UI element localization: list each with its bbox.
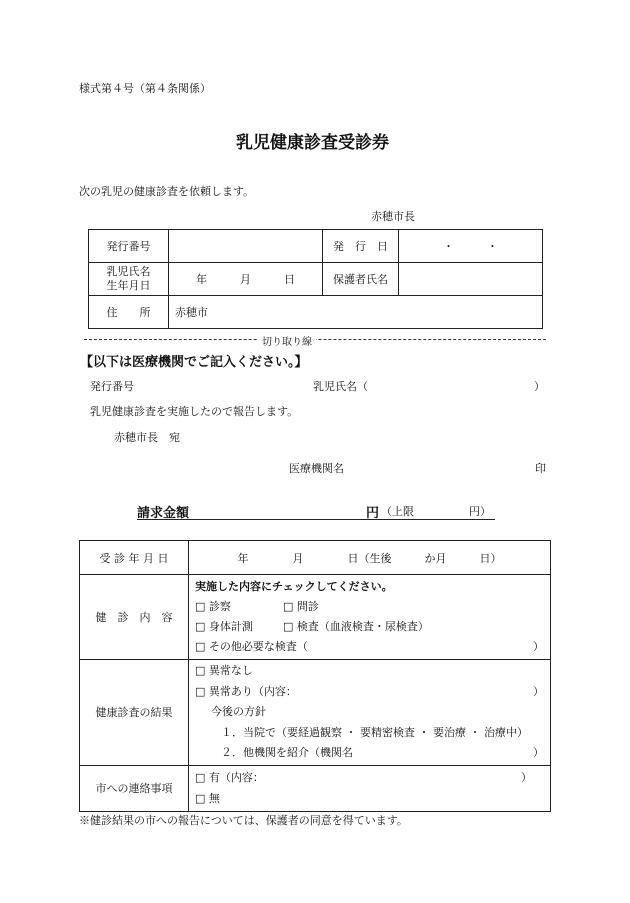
s2-issue-number-label: 発行番号: [90, 380, 134, 393]
medical-instruction: 【以下は医療機関でご記入ください。】: [80, 355, 308, 370]
check-other-test[interactable]: □ その他必要な検査（: [195, 640, 308, 653]
s2-infant-name-label: 乳児氏名（: [313, 380, 368, 393]
s2-infant-name-close: ）: [534, 380, 545, 393]
check-contact-yes[interactable]: □ 有（内容：: [195, 771, 264, 784]
check-interview[interactable]: □ 問診: [283, 600, 319, 613]
addressee: 赤穂市長 宛: [114, 431, 180, 444]
billing-yen: 円: [366, 506, 380, 521]
footnote: ※健診結果の市への報告については、保護者の同意を得ています。: [79, 814, 408, 827]
institution-label: 医療機関名: [289, 462, 344, 475]
policy-option-1[interactable]: １．当院で（要経過観察 ・ 要精密検査 ・ 要治療 ・ 治療中）: [221, 725, 528, 739]
address-field[interactable]: 赤穂市: [169, 296, 543, 329]
issue-info-table: [88, 229, 543, 329]
issue-date-field[interactable]: ・ ・: [399, 230, 543, 263]
policy-2-close: ）: [533, 746, 544, 759]
contact-label: 市への連絡事項: [80, 765, 189, 811]
content-instruction: 実施した内容にチェックしてください。: [195, 580, 393, 593]
check-measurement[interactable]: □ 身体計測: [195, 620, 253, 633]
cut-line-label: 切り取り線: [258, 333, 316, 348]
birthdate-label: 生年月日: [106, 279, 151, 292]
check-blood-urine-test[interactable]: □ 検査（血液検査・尿検査）: [283, 620, 429, 633]
policy-label: 今後の方針: [211, 705, 266, 718]
content-label: 健 診 内 容: [80, 575, 189, 660]
contact-yes-close: ）: [521, 771, 532, 784]
content-cell: [189, 575, 551, 660]
issue-date-label: 発 行 日: [323, 230, 399, 263]
abnormal-close: ）: [533, 684, 544, 698]
report-text: 乳児健康診査を実施したので報告します。: [90, 405, 299, 418]
infant-name-birthdate-label: [89, 263, 169, 296]
exam-date-label: 受 診 年 月 日: [80, 541, 189, 575]
billing-label: 請求金額: [137, 506, 190, 521]
seal-mark: 印: [535, 462, 546, 475]
issue-number-label: 発行番号: [89, 230, 169, 263]
other-test-close: ）: [533, 640, 544, 653]
page-title: 乳児健康診査受診券: [236, 133, 389, 153]
check-abnormal[interactable]: □ 異常あり（内容：: [195, 684, 297, 698]
exam-result-table: [79, 540, 551, 812]
guardian-label: 保護者氏名: [323, 263, 399, 296]
policy-option-2[interactable]: ２．他機関を紹介（機関名: [221, 746, 353, 759]
request-text: 次の乳児の健康診査を依頼します。: [79, 185, 255, 198]
billing-underline: [137, 519, 495, 520]
result-label: 健康診査の結果: [80, 660, 189, 766]
check-contact-no[interactable]: □ 無: [195, 792, 220, 805]
issue-number-field[interactable]: [169, 230, 323, 263]
exam-date-field[interactable]: 年 月 日（生後 か月 日）: [189, 541, 551, 575]
birthdate-field[interactable]: 年 月 日: [169, 263, 323, 296]
infant-name-label: 乳児氏名: [106, 265, 151, 278]
contact-cell: [189, 765, 551, 811]
guardian-field[interactable]: [399, 263, 543, 296]
result-cell: [189, 660, 551, 766]
check-examination[interactable]: □ 診察: [195, 600, 231, 613]
mayor-name: 赤穂市長: [371, 210, 415, 223]
billing-limit: （上限 円）: [381, 505, 491, 518]
address-label: 住 所: [89, 296, 169, 329]
form-number: 様式第４号（第４条関係）: [79, 82, 211, 95]
check-normal[interactable]: □ 異常なし: [195, 664, 253, 677]
